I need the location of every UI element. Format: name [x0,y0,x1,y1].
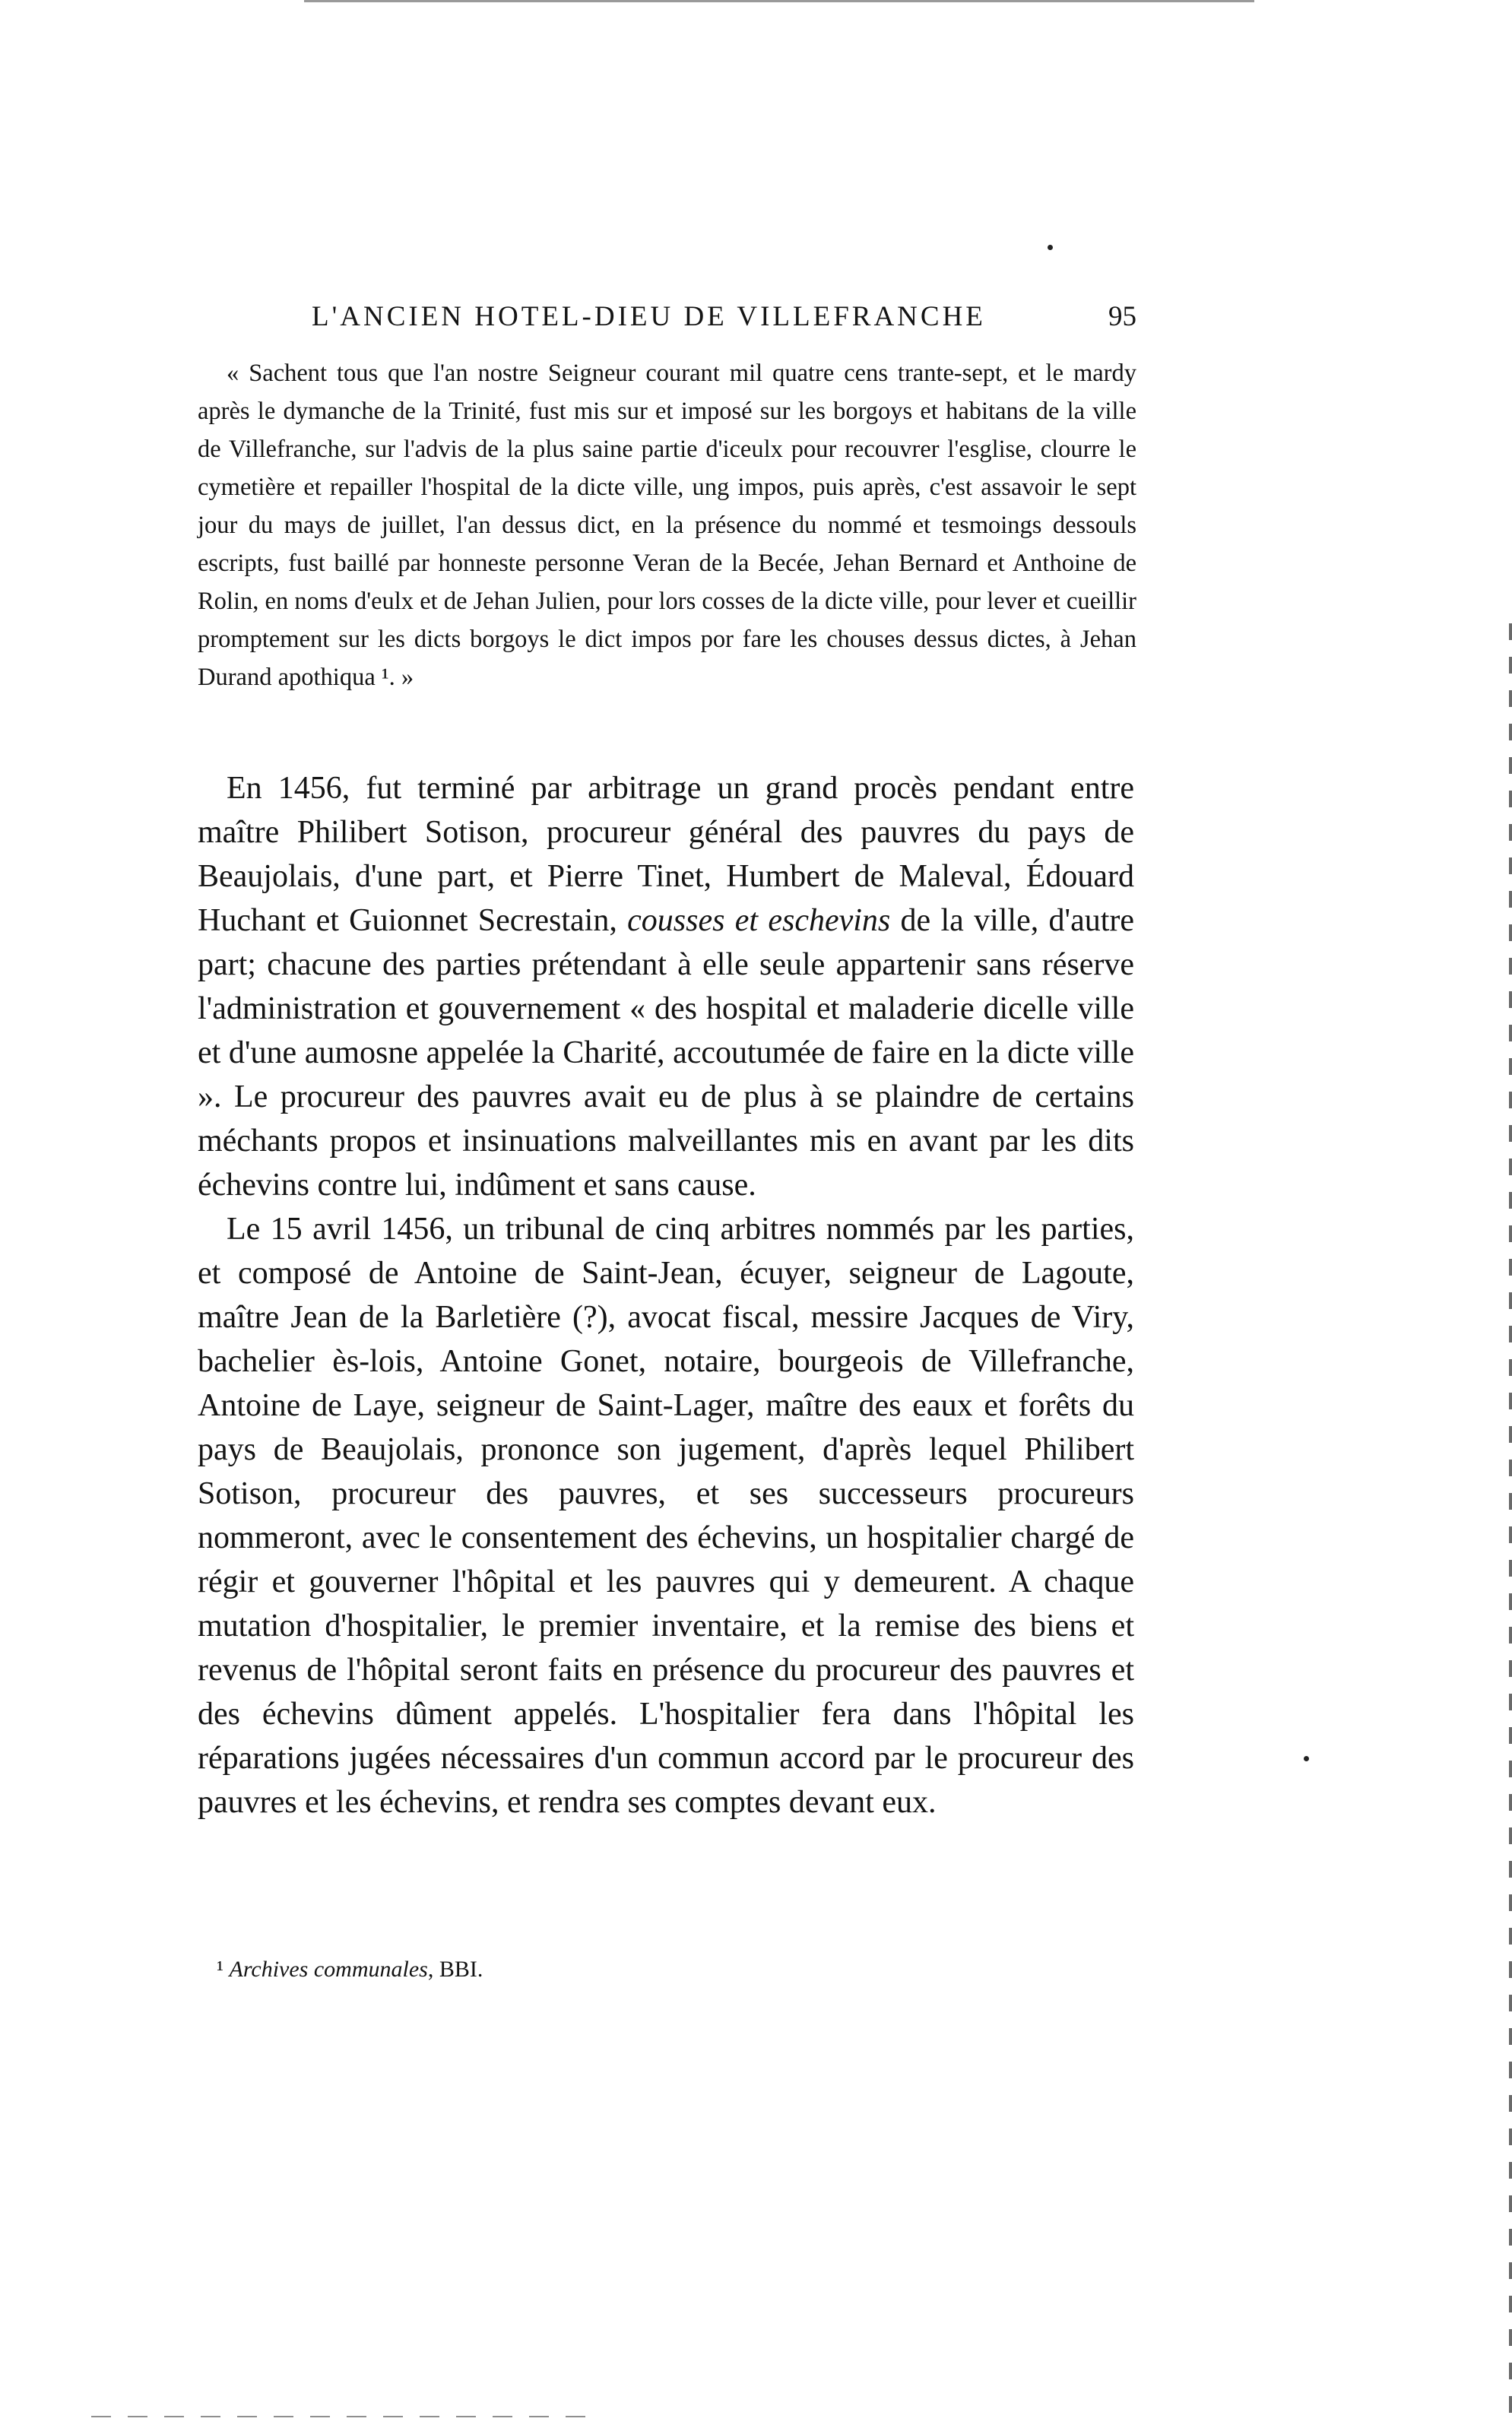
paragraph-2: Le 15 avril 1456, un tribunal de cinq arbitres nommés par les parties, et composé de Antoine de Saint-Jean, écuyer, seigneur de Lagoute, maître Jean de la Barletière (?), avocat fiscal, messire Jacques de Viry, bachelier ès-lois, Antoine Gonet, notaire, bourgeois de Villefranche, Antoine de Laye, seigneur de Saint-Lager, maître des eaux et forêts du pays de Beaujolais, prononce son jugement, d'après lequel Philibert Sotison, procureur des pauvres, et ses successeurs procureurs nommeront, avec le consentement des échevins, un hospitalier chargé de régir et gouverner l'hôpital et les pauvres qui y demeurent. A chaque mutation d'hospitalier, le premier inventaire, et la remise des biens et revenus de l'hôpital seront faits en présence du procureur des pauvres et des échevins dûment appelés. L'hospitalier fera dans l'hôpital les réparations jugées nécessaires d'un commun accord par le procureur des pauvres et les échevins, et rendra ses comptes devant eux. [198,1212,1134,1820]
scan-right-edge [1509,623,1512,2425]
footnote-source: Archives communales [229,1957,428,1982]
paragraph-1-italic: cousses et eschevins [627,903,891,938]
footnote-marker: ¹ [217,1957,223,1982]
footnote [217,1957,483,1983]
paper-speck [1048,245,1053,250]
quotation-text: « Sachent tous que l'an nostre Seigneur courant mil quatre cens trante-sept, et le mardy après le dymanche de la Trinité, fust mis sur et imposé sur les borgoys et habitans de la ville de Villefranche, sur l'advis de la plus saine partie d'iceulx pour recouvrer l'esglise, clourre le cymetière et repailler l'hospital de la dicte ville, ung impos, puis après, c'est assavoir le sept jour du mays de juillet, l'an dessus dict, en la présence du nommé et tesmoings dessouls escripts, fust baillé par honneste personne Veran de la Becée, Jehan Bernard et Anthoine de Rolin, en noms d'eulx et de Jehan Julien, pour lors cosses de la dicte ville, pour lever et cueillir promptement sur les dicts borgoys le dict impos por fare les chouses dessus dictes, à Jehan Durand apothiqua ¹. » [198,360,1136,691]
footnote-reference: , BBI. [427,1957,483,1982]
scan-bottom-edge [91,2416,593,2417]
paper-speck [1304,1756,1309,1761]
running-title: L'ANCIEN HOTEL-DIEU DE VILLEFRANCHE [312,301,986,332]
running-head [198,300,1136,346]
archival-quotation [198,354,1136,696]
paragraph-1 [198,766,1134,1207]
page-number: 95 [1108,301,1136,332]
paragraph-1-part-2: de la ville, d'autre part; chacune des parties prétendant à elle seule appartenir sans réserve l'administration et gouvernement « des hospital et maladerie dicelle ville et d'une aumosne appelée la Charité, accoutumée de faire en la dicte ville ». Le procureur des pauvres avait eu de plus à se plaindre de certains méchants propos et insinuations malveillantes mis en avant par les dits échevins contre lui, indûment et sans cause. [198,903,1135,1203]
body-text [198,766,1134,1824]
scan-top-edge [304,0,1254,2]
paragraph-1-part-1: En 1456, fut terminé par arbitrage un grand procès pendant entre maître Philibert Sotison, procureur général des pauvres du pays de Beaujolais, d'une part, et Pierre Tinet, Humbert de Maleval, Édouard Huchant et Guionnet Secrestain, [198,771,1134,938]
